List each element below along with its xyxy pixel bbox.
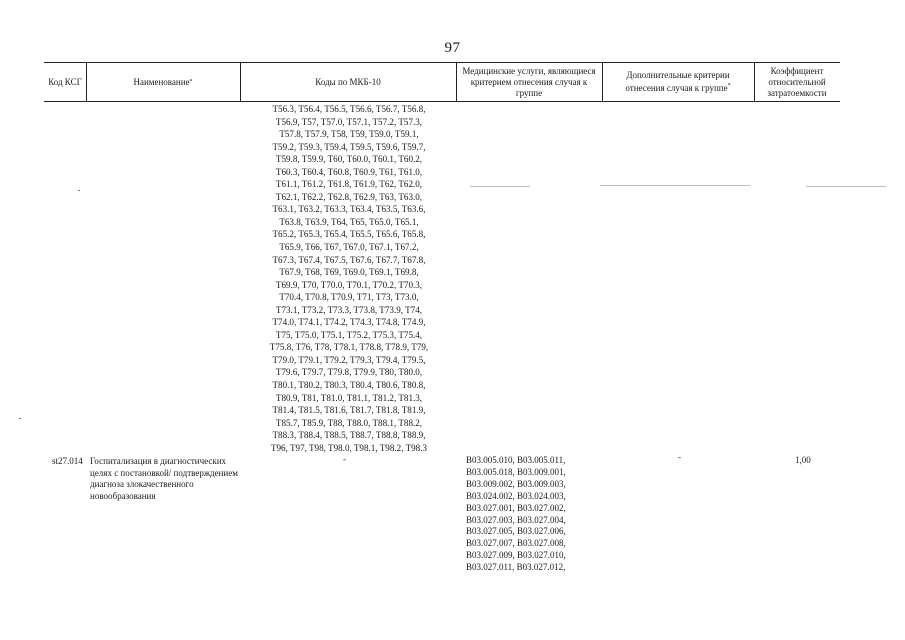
- row-icd: -: [343, 454, 346, 464]
- service-line: B03.009.002, B03.009.003,: [466, 478, 566, 489]
- header-services-label: Медицинские услуги, являющиеся критерием отнесения случая к группе: [462, 65, 596, 98]
- icd-line: T80.9, T81, T81.0, T81.1, T81.2, T81.3,: [275, 392, 423, 403]
- icd-line: T96, T97, T98, T98.0, T98.1, T98.2, T98.3: [270, 442, 428, 453]
- icd-line: T63.8, T63.9, T64, T65, T65.0, T65.1,: [279, 216, 419, 227]
- icd-line: T63.1, T63.2, T63.3, T63.4, T63.5, T63.6,: [272, 204, 426, 215]
- icd-line: T65.2, T65.3, T65.4, T65.5, T65.6, T65.8,: [272, 229, 426, 240]
- header-name-label: Наименование: [133, 76, 190, 87]
- header-name-footnote-mark: *: [189, 78, 193, 85]
- icd-line: T81.4, T81.5, T81.6, T81.7, T81.8, T81.9,: [272, 405, 426, 416]
- row-services: [466, 455, 594, 574]
- icd-line: T57.8, T57.9, T58, T59, T59.0, T59.1,: [279, 129, 419, 140]
- icd-line: T61.1, T61.2, T61.8, T61.9, T62, T62.0,: [275, 179, 423, 190]
- row-extra: -: [678, 452, 681, 462]
- service-line: B03.027.005, B03.027.006,: [466, 526, 566, 537]
- icd-codes-continued: [240, 103, 458, 454]
- header-extra-label: Дополнительные критерии отнесения случая к группе: [625, 70, 730, 93]
- header-coef-label: Коэффициент относительной затратоемкости: [767, 65, 827, 98]
- scan-speck: [78, 190, 80, 191]
- icd-line: T70.4, T70.8, T70.9, T71, T73, T73.0,: [279, 292, 419, 303]
- header-icd: [240, 63, 456, 101]
- icd-line: T73.1, T73.2, T73.3, T73.8, T73.9, T74,: [275, 304, 423, 315]
- icd-line: T67.3, T67.4, T67.5, T67.6, T67.7, T67.8,: [272, 254, 426, 265]
- service-line: B03.027.007, B03.027.008,: [466, 538, 566, 549]
- service-line: B03.005.018, B03.009.001,: [466, 466, 566, 477]
- icd-line: T60.3, T60.4, T60.8, T60.9, T61, T61.0,: [275, 166, 423, 177]
- header-extra: [602, 63, 754, 101]
- icd-line: T59.2, T59.3, T59.4, T59.5, T59.6, T59.7,: [272, 141, 426, 152]
- icd-line: T75, T75.0, T75.1, T75.2, T75.3, T75.4,: [275, 329, 423, 340]
- icd-line: T75.8, T76, T78, T78.1, T78.8, T78.9, T79,: [269, 342, 429, 353]
- icd-line: T56.3, T56.4, T56.5, T56.6, T56.7, T56.8,: [272, 104, 426, 114]
- row-coef: 1,00: [795, 455, 811, 465]
- icd-line: T74.0, T74.1, T74.2, T74.3, T74.8, T74.9,: [272, 317, 426, 328]
- icd-line: T85.7, T85.9, T88, T88.0, T88.1, T88.2,: [275, 417, 423, 428]
- header-code: [44, 63, 86, 101]
- icd-line: T59.8, T59.9, T60, T60.0, T60.1, T60.2,: [275, 154, 423, 165]
- icd-line: T79.6, T79.7, T79.8, T79.9, T80, T80.0,: [275, 367, 423, 378]
- icd-line: T56.9, T57, T57.0, T57.1, T57.2, T57.3,: [275, 116, 423, 127]
- header-icd-label: Коды по МКБ-10: [315, 76, 381, 87]
- row-code: st27.014: [52, 456, 83, 466]
- header-coef: [754, 63, 840, 101]
- service-line: B03.027.011, B03.027.012,: [466, 562, 566, 573]
- icd-line: T65.9, T66, T67, T67.0, T67.1, T67.2,: [279, 242, 419, 253]
- header-name: [86, 63, 240, 101]
- row-name: Госпитализация в диагностических целях с постановкой/ подтверждением диагноза злокачественного новообразования: [90, 456, 238, 501]
- service-line: B03.027.001, B03.027.002,: [466, 502, 566, 513]
- scan-speck: [600, 185, 750, 186]
- icd-line: T79.0, T79.1, T79.2, T79.3, T79.4, T79.5,: [272, 354, 426, 365]
- table-header: [44, 62, 840, 102]
- service-line: B03.027.009, B03.027.010,: [466, 550, 566, 561]
- scan-speck: [470, 186, 530, 187]
- service-line: B03.024.002, B03.024.003,: [466, 490, 566, 501]
- service-line: B03.027.003, B03.027.004,: [466, 514, 566, 525]
- scan-speck: [806, 186, 886, 187]
- service-line: B03.005.010, B03.005.011,: [466, 455, 566, 465]
- header-services: [456, 63, 602, 101]
- header-extra-footnote-mark: *: [727, 83, 731, 89]
- icd-line: T67.9, T68, T69, T69.0, T69.1, T69.8,: [279, 267, 419, 278]
- icd-line: T88.3, T88.4, T88.5, T88.7, T88.8, T88.9,: [272, 430, 426, 441]
- icd-line: T69.9, T70, T70.0, T70.1, T70.2, T70.3,: [275, 279, 423, 290]
- icd-line: T80.1, T80.2, T80.3, T80.4, T80.6, T80.8,: [272, 380, 426, 391]
- page-number: 97: [444, 40, 461, 56]
- header-code-label: Код КСГ: [48, 76, 82, 87]
- icd-line: T62.1, T62.2, T62.8, T62.9, T63, T63.0,: [275, 191, 423, 202]
- scan-speck: [19, 418, 21, 419]
